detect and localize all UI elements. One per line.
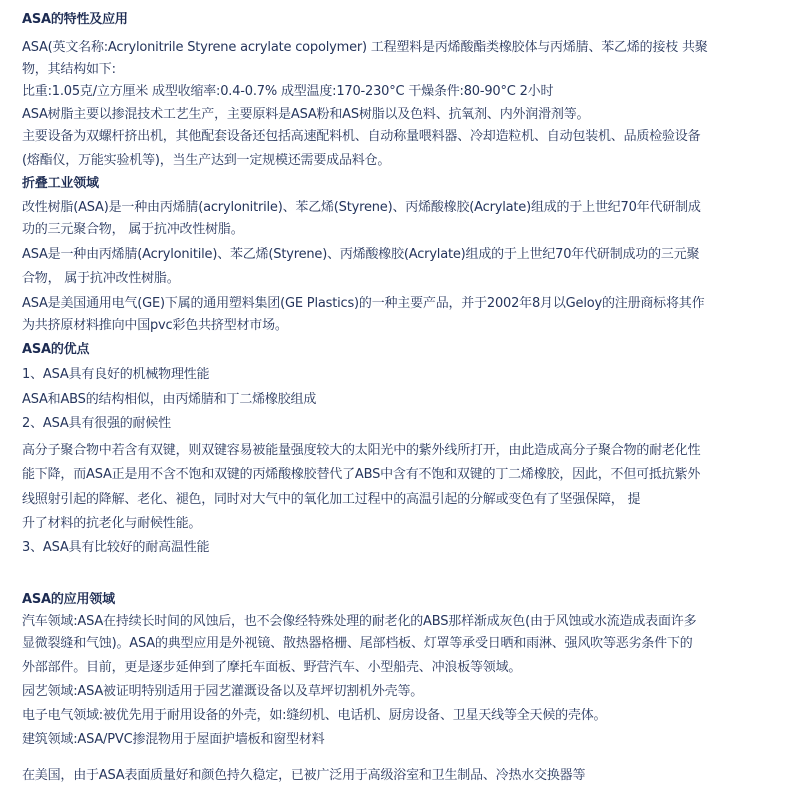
text-line: 在美国，由于ASA表面质量好和颜色持久稳定，已被广泛用于高级浴室和卫生制品、冷热水交换器等 (22, 768, 586, 783)
text-line: ASA是一种由丙烯腈(Acrylonitile)、苯乙烯(Styrene)、丙烯酸橡胶(Acrylate)组成的于上世纪70年代研制成功的三元聚 (22, 247, 700, 262)
text-line: 能下降，而ASA正是用不含不饱和双键的丙烯酸橡胶替代了ABS中含有不饱和双键的丁二烯橡胶，因此，不但可抵抗紫外 (22, 467, 701, 482)
text-line: 2、ASA具有很强的耐候性 (22, 416, 171, 431)
text-line: 物，其结构如下: (22, 62, 116, 77)
text-line: ASA和ABS的结构相似，由丙烯腈和丁二烯橡胶组成 (22, 392, 317, 407)
text-line: 主要设备为双螺杆挤出机，其他配套设备还包括高速配料机、自动称量喂料器、冷却造粒机、自动包装机、品质检验设备 (22, 129, 701, 144)
text-line: 改性树脂(ASA)是一种由丙烯腈(acrylonitrile)、苯乙烯(Styrene)、丙烯酸橡胶(Acrylate)组成的于上世纪70年代研制成 (22, 200, 701, 215)
text-line: 电子电气领域:被优先用于耐用设备的外壳，如:缝纫机、电话机、厨房设备、卫星天线等全天候的壳体。 (22, 708, 607, 723)
text-line: ASA是美国通用电气(GE)下属的通用塑料集团(GE Plastics)的一种主要产品，并于2002年8月以Geloy的注册商标将其作 (22, 296, 705, 311)
text-line: 3、ASA具有比较好的耐高温性能 (22, 540, 210, 555)
text-line: 高分子聚合物中若含有双键，则双键容易被能量强度较大的太阳光中的紫外线所打开，由此造成高分子聚合物的耐老化性 (22, 443, 701, 458)
text-line: 为共挤原材料推向中国pvc彩色共挤型材市场。 (22, 318, 288, 333)
text-line: 1、ASA具有良好的机械物理性能 (22, 367, 210, 382)
section-heading: ASA的应用领域 (22, 592, 115, 607)
text-line: 升了材料的抗老化与耐候性能。 (22, 516, 202, 531)
text-line: (熔酯仪，万能实验机等)，当生产达到一定规模还需要成品料仓。 (22, 153, 391, 168)
text-line: 比重:1.05克/立方厘米 成型收缩率:0.4-0.7% 成型温度:170-230°C 干燥条件:80-90°C 2小时 (22, 84, 554, 99)
text-line: 显微裂缝和气蚀)。ASA的典型应用是外视镜、散热器格栅、尾部档板、灯罩等承受日晒和雨淋、强风吹等恶劣条件下的 (22, 636, 693, 651)
text-line: 建筑领域:ASA/PVC掺混物用于屋面护墙板和窗型材料 (22, 732, 325, 747)
document-title: ASA的特性及应用 (22, 12, 128, 27)
text-line: 线照射引起的降解、老化、褪色，同时对大气中的氧化加工过程中的高温引起的分解或变色有了坚强保障， 提 (22, 492, 641, 507)
text-line: ASA(英文名称:Acrylonitrile Styrene acrylate copolymer) 工程塑料是丙烯酸酯类橡胶体与丙烯腈、苯乙烯的接枝 共聚 (22, 40, 708, 55)
section-heading: 折叠工业领域 (22, 176, 99, 191)
text-line: 园艺领域:ASA被证明特别适用于园艺灌溉设备以及草坪切割机外壳等。 (22, 684, 424, 699)
text-line: 合物， 属于抗冲改性树脂。 (22, 271, 180, 286)
text-line: 功的三元聚合物， 属于抗冲改性树脂。 (22, 222, 244, 237)
section-heading: ASA的优点 (22, 342, 90, 357)
text-line: 外部部件。目前，更是逐步延伸到了摩托车面板、野营汽车、小型船壳、冲浪板等领域。 (22, 660, 522, 675)
text-line: 汽车领域:ASA在持续长时间的风蚀后，也不会像经特殊处理的耐老化的ABS那样渐成灰色(由于风蚀或水流造成表面许多 (22, 614, 697, 629)
text-line: ASA树脂主要以掺混技术工艺生产，主要原料是ASA粉和AS树脂以及色料、抗氧剂、内外润滑剂等。 (22, 107, 590, 122)
